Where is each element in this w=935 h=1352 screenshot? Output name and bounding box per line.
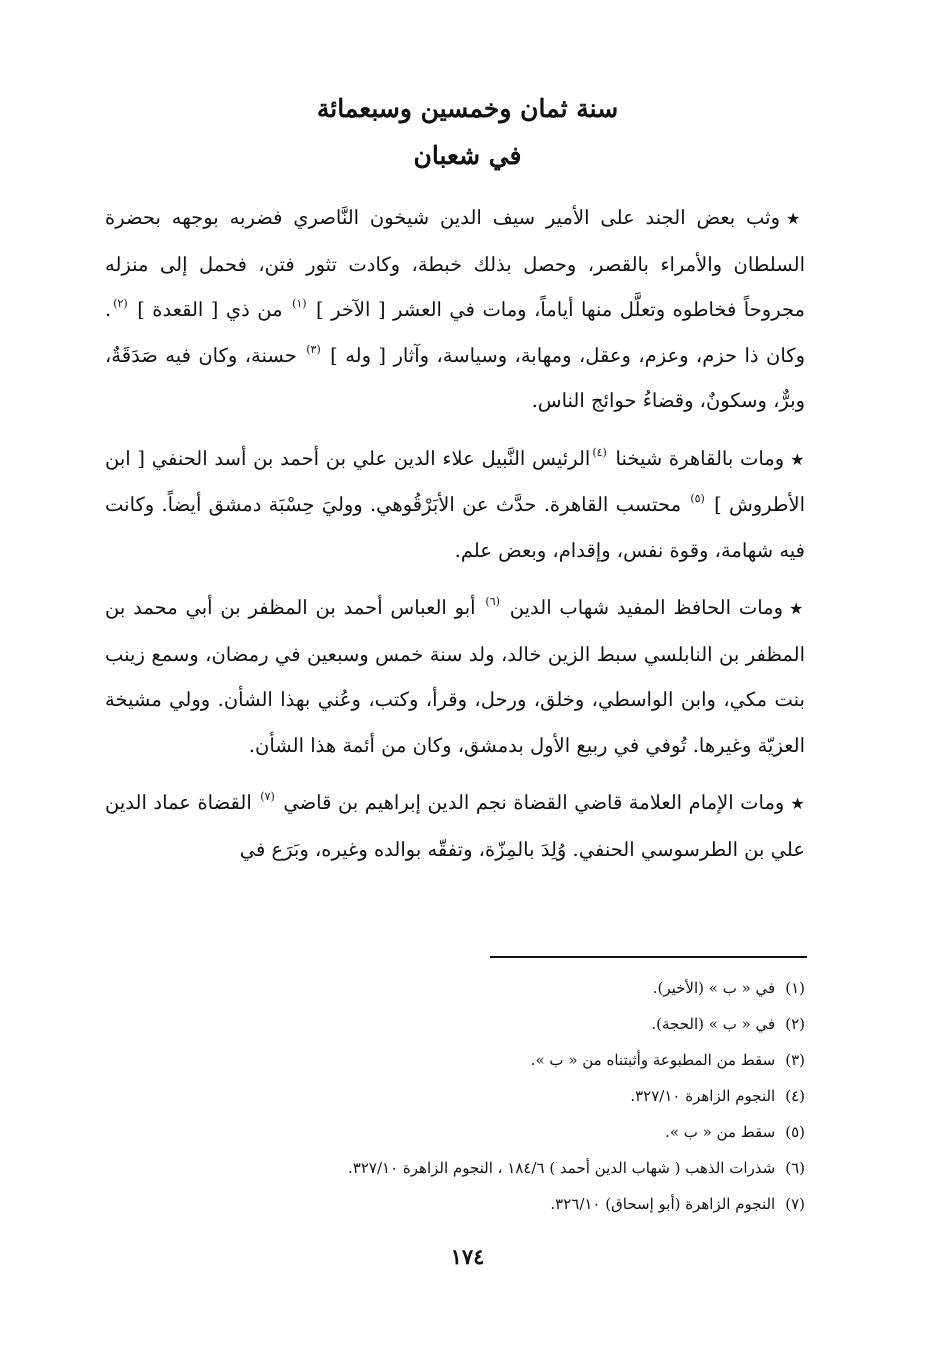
footnote-item	[105, 1078, 805, 1114]
footnote-number: (١)	[785, 979, 805, 997]
footnote-item	[105, 1042, 805, 1078]
paragraph-text: ومات الحافظ المفيد شهاب الدين	[509, 596, 784, 619]
footnote-ref: (٦)	[485, 595, 500, 608]
footnote-item	[105, 1150, 805, 1186]
paragraph-text: ومات بالقاهرة شيخنا	[615, 446, 785, 470]
footnote-item	[105, 1114, 805, 1150]
paragraph-text: القضاة عماد الدين علي بن الطرسوسي الحنفي. وُلِدَ بالمِزّة، وتفقّه بوالده وغيره، وبَرَع في	[105, 791, 805, 861]
main-text	[105, 195, 805, 872]
page-title: سنة ثمان وخمسين وسبعمائة	[316, 94, 619, 123]
footnote-text: في « ب » (الأخير).	[652, 979, 776, 997]
footnote-item	[105, 970, 805, 1006]
footnote-number: (٣)	[785, 1051, 805, 1069]
footnote-text: سقط من « ب ».	[665, 1123, 776, 1141]
paragraph-text: أبو العباس أحمد بن المظفر بن أبي محمد بن المظفر بن النابلسي سبط الزين خالد، ولد سنة خمس وسبعين في رمضان، وسمع زينب بنت مكي، وابن الواسطي، وخلق، ورحل، وقرأ، وكتب، وعُني بهذا الشأن. وولي مشيخة العزيّة وغيرها. تُوفي في ربيع الأول بدمشق، وكان من أئمة هذا الشأن.	[105, 596, 805, 757]
paragraph-shihab-al-din	[105, 585, 805, 768]
footnote-number: (٢)	[785, 1015, 805, 1033]
footnote-number: (٤)	[785, 1087, 805, 1105]
footnote-text: شذرات الذهب ( شهاب الدين أحمد ) ١٨٤/٦ ، النجوم الزاهرة ٣٢٧/١٠.	[348, 1159, 776, 1177]
page-subtitle: في شعبان	[413, 141, 522, 170]
footnote-ref: (٥)	[690, 492, 705, 505]
paragraph-alaa-al-din	[105, 436, 805, 574]
footnote-ref: (٣)	[306, 342, 321, 356]
paragraph-text: . وكان ذا حزم، وعزم، وعقل، ومهابة، وسياسة، وآثار [ وله ]	[105, 298, 805, 367]
footnotes-list	[105, 970, 805, 1222]
footnote-text: النجوم الزاهرة (أبو إسحاق) ٣٢٦/١٠.	[550, 1195, 776, 1213]
footnote-number: (٦)	[785, 1159, 805, 1177]
paragraph-text: محتسب القاهرة. حدَّث عن الأبَرْقُوهي. ووليَ حِسْبَة دمشق أيضاً. وكانت فيه شهامة، وقوة نفس، وإقدام، وبعض علم.	[105, 493, 805, 562]
star-icon: ★	[786, 209, 806, 228]
paragraph-text: وثب بعض الجند على الأمير سيف الدين شيخون النَّاصري فضربه بوجهه بحضرة السلطان والأمراء بالقصر، وحصل بذلك خبطة، وكادت تثور فتن، فحمل إلى منزله مجروحاً فخاطوه وتعلَّل منها أياماً، ومات في العشر [ الآخر ]	[105, 206, 805, 321]
footnote-ref: (١)	[292, 297, 307, 310]
footnote-number: (٥)	[785, 1123, 805, 1141]
page-number: ١٧٤	[450, 1244, 485, 1269]
paragraph-text: الرئيس النَّبيل علاء الدين علي بن أحمد بن أسد الحنفي [ ابن الأطروش ]	[105, 446, 805, 516]
paragraph-text: ومات الإمام العلامة قاضي القضاة نجم الدين إبراهيم بن قاضي	[283, 791, 785, 814]
footnote-text: في « ب » (الحجة).	[651, 1015, 776, 1033]
star-icon: ★	[790, 794, 806, 813]
star-icon: ★	[790, 449, 805, 469]
footnote-item	[105, 1006, 805, 1042]
footnote-item	[105, 1186, 805, 1222]
footnote-text: النجوم الزاهرة ٣٢٧/١٠.	[630, 1087, 776, 1105]
footnote-ref: (٧)	[260, 790, 275, 803]
footnote-number: (٧)	[785, 1195, 805, 1213]
footnote-ref: (٤)	[592, 445, 607, 459]
paragraph-shaykhun	[105, 195, 805, 424]
footnote-text: سقط من المطبوعة وأثبتناه من « ب ».	[530, 1051, 776, 1069]
footnote-divider	[490, 956, 807, 958]
paragraph-text: حسنة، وكان فيه صَدَقَةٌ، وبرٌّ، وسكونٌ، وقضاءُ حوائج الناس.	[105, 343, 805, 412]
footnote-ref: (٢)	[113, 297, 128, 310]
paragraph-text: من ذي [ القعدة ]	[137, 298, 283, 321]
star-icon: ★	[789, 599, 805, 618]
paragraph-najm-al-din	[105, 780, 805, 872]
